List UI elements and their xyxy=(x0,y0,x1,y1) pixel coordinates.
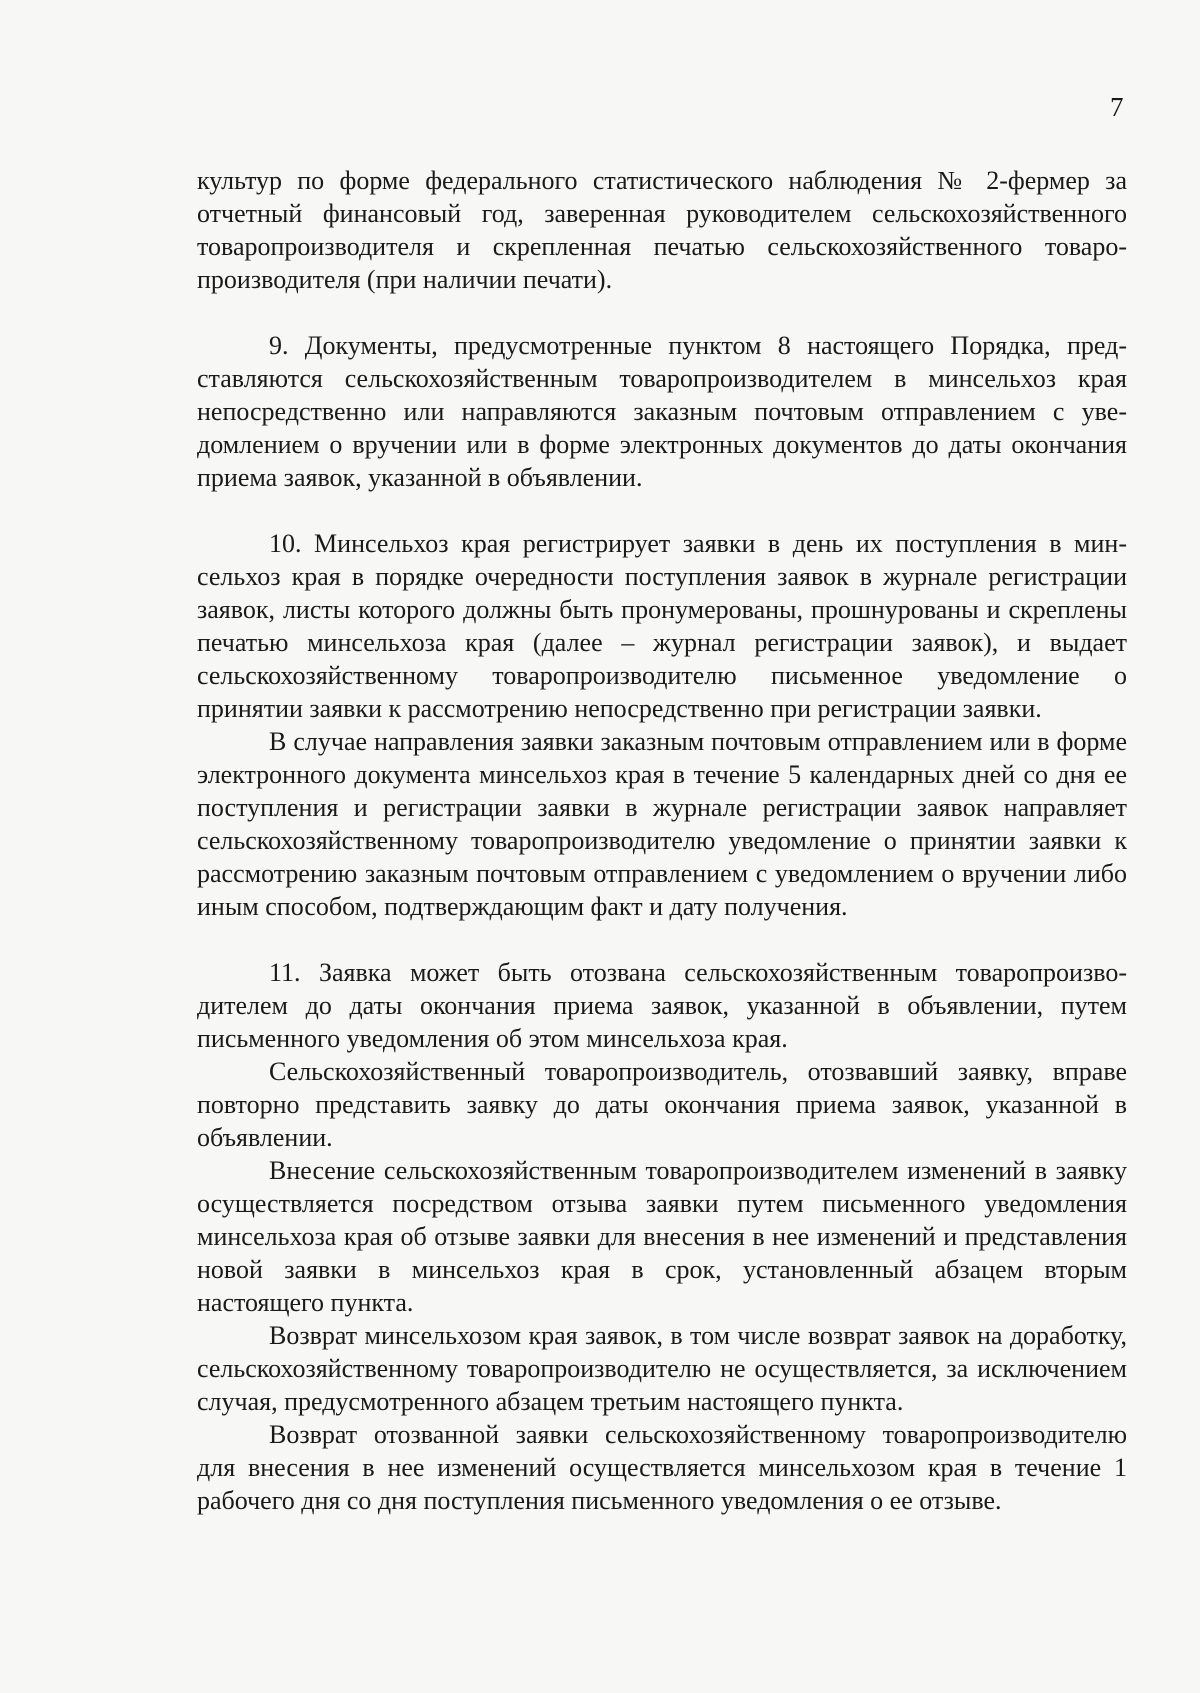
paragraph-item-11-part-3: Внесение сельскохозяйственным товаропроизводителем изменений в заявку осуществляется посредством отзыва заявки путем письменного уведомления минсельхоза края об отзыве заявки для внесения в нее изменений и представления новой заявки в минсельхоз края в срок, установленный абзацем вторым настоящего пункта. xyxy=(197,1156,1127,1317)
paragraph-continuation: культур по форме федерального статистического наблюдения № 2-фермер за отчетный финансовый год, заверенная руководителем сельскохозяйственного товаропроизводителя и скрепленная печатью сельскохозяйственного товаропроизводителя (при наличии печати). xyxy=(197,166,1127,294)
paragraph-item-11: 11. Заявка может быть отозвана сельскохозяйственным товаропроизводителем до даты окончания приема заявок, указанной в объявлении, путем письменного уведомления об этом минсельхоза края. xyxy=(197,958,1127,1053)
paragraph-item-11-part-5: Возврат отозванной заявки сельскохозяйственному товаропроизводителю для внесения в нее изменений осуществляется минсельхозом края в течение 1 рабочего дня со дня поступления письменного уведомления о ее отзыве. xyxy=(197,1420,1127,1515)
paragraph-item-9: 9. Документы, предусмотренные пунктом 8 настоящего Порядка, представляются сельскохозяйственным товаропроизводителем в минсельхоз края непосредственно или направляются заказным почтовым отправлением с уведомлением о вручении или в форме электронных документов до даты окончания приема заявок, указанной в объявлении. xyxy=(197,331,1127,492)
paragraph-item-10: 10. Минсельхоз края регистрирует заявки в день их поступления в минсельхоз края в порядке очередности поступления заявок в журнале регистрации заявок, листы которого должны быть пронумерованы, прошнурованы и скреплены печатью минсельхоза края (далее – журнал регистрации заявок), и выдает сельскохозяйственному товаропроизводителю письменное уведомление о принятии заявки к рассмотрению непосредственно при регистрации заявки. xyxy=(197,529,1127,723)
paragraph-item-11-part-4: Возврат минсельхозом края заявок, в том числе возврат заявок на доработку, сельскохозяйственному товаропроизводителю не осуществляется, за исключением случая, предусмотренного абзацем третьим настоящего пункта. xyxy=(197,1321,1127,1416)
page-number: 7 xyxy=(1110,92,1124,122)
paragraph-item-10-part-2: В случае направления заявки заказным почтовым отправлением или в форме электронного документа минсельхоз края в течение 5 календарных дней со дня ее поступления и регистрации заявки в журнале регистрации заявок направляет сельскохозяйственному товаропроизводителю уведомление о принятии заявки к рассмотрению заказным почтовым отправлением с уведомлением о вручении либо иным способом, подтверждающим факт и дату получения. xyxy=(197,727,1127,921)
paragraph-item-11-part-2: Сельскохозяйственный товаропроизводитель, отозвавший заявку, вправе повторно представить заявку до даты окончания приема заявок, указанной в объявлении. xyxy=(197,1057,1127,1152)
document-body xyxy=(197,164,1127,1517)
